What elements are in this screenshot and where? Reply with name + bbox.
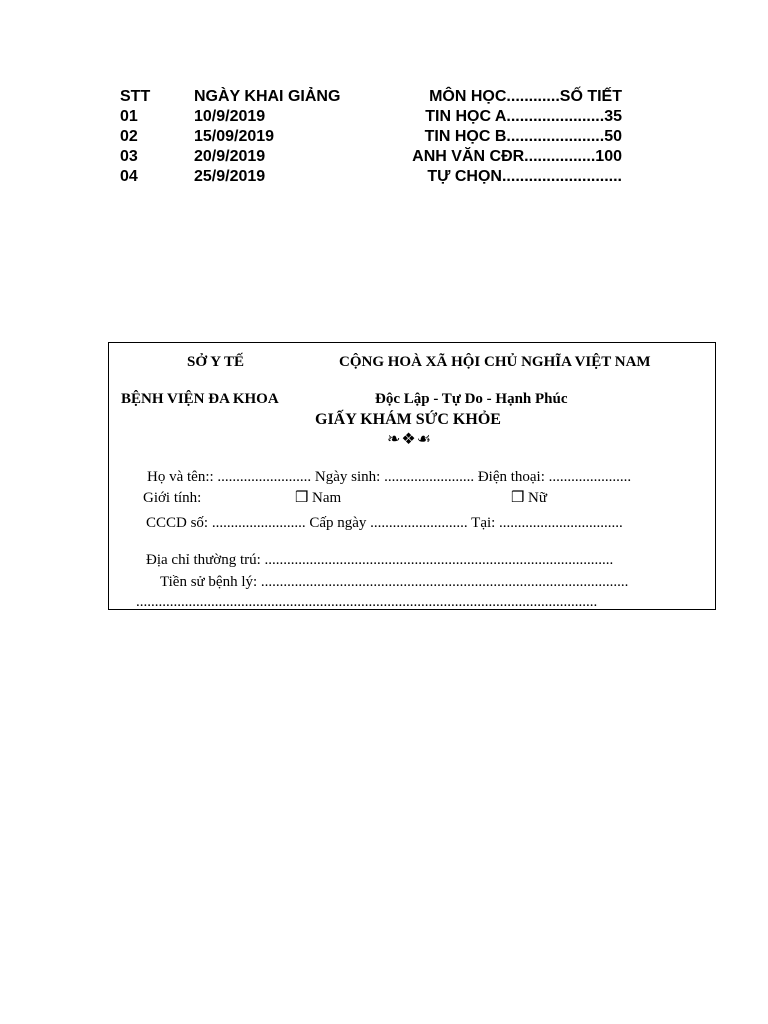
header-stt: STT (120, 88, 151, 105)
row-date: 10/9/2019 (194, 108, 266, 125)
name-dob-phone-line: Họ và tên:: ......................... Ngày sinh: ........................ Điện thoại: ...................... (147, 469, 632, 485)
row-date: 15/09/2019 (194, 128, 275, 145)
header-subject: MÔN HỌC............SỐ TIẾT (429, 88, 622, 105)
medical-history-extra-line: ........................................................................................................................... (136, 594, 598, 610)
schedule-row (0, 167, 768, 187)
schedule-row (0, 107, 768, 127)
row-date: 20/9/2019 (194, 148, 266, 165)
address-line: Địa chỉ thường trú: ............................................................................................. (146, 552, 614, 568)
checkbox-female[interactable]: ❒ (511, 490, 525, 506)
schedule-header-row (0, 87, 768, 107)
row-subject: TIN HỌC B......................50 (424, 128, 622, 145)
row-stt: 03 (120, 148, 138, 165)
row-stt: 04 (120, 168, 138, 185)
gender-label: Giới tính: (143, 490, 202, 506)
id-issue-line: CCCD số: ......................... Cấp ngày .......................... Tại: ................................. (146, 515, 623, 531)
checkbox-male[interactable]: ❒ (295, 490, 309, 506)
country-name: CỘNG HOÀ XÃ HỘI CHỦ NGHĨA VIỆT NAM (339, 354, 651, 370)
national-motto: Độc Lập - Tự Do - Hạnh Phúc (375, 391, 568, 407)
row-subject: ANH VĂN CĐR................100 (412, 148, 622, 165)
row-subject: TỰ CHỌN........................... (427, 168, 622, 185)
male-label: Nam (312, 490, 342, 506)
health-certificate-form (108, 342, 716, 610)
row-stt: 01 (120, 108, 138, 125)
female-label: Nữ (528, 490, 547, 506)
hospital-name: BỆNH VIỆN ĐA KHOA (121, 391, 279, 407)
schedule-row (0, 127, 768, 147)
ornament-divider: ❧❖☙ (387, 431, 433, 448)
schedule-row (0, 147, 768, 167)
header-date: NGÀY KHAI GIẢNG (194, 88, 341, 105)
row-date: 25/9/2019 (194, 168, 266, 185)
row-stt: 02 (120, 128, 138, 145)
form-title: GIẤY KHÁM SỨC KHỎE (315, 411, 501, 428)
department-name: SỞ Y TẾ (187, 354, 244, 370)
row-subject: TIN HỌC A......................35 (425, 108, 622, 125)
medical-history-line: Tiền sử bệnh lý: .................................................................................................. (160, 574, 629, 590)
